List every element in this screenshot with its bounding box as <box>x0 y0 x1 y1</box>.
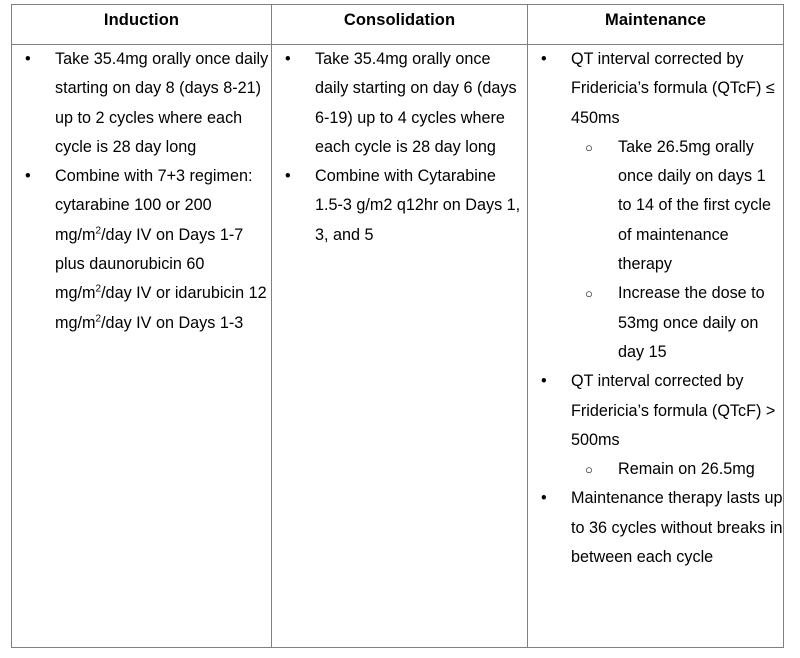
list-item-text: Take 35.4mg orally once daily starting on day 6 (days 6-19) up to 4 cycles where each cycle is 28 day long <box>315 50 517 156</box>
list-item-text: Take 26.5mg orally once daily on days 1 to 14 of the first cycle of maintenance therapy <box>618 137 771 274</box>
cell-induction <box>12 45 272 648</box>
cell-consolidation <box>272 45 528 648</box>
list-item-text: QT interval corrected by Fridericia’s formula (QTcF) > 500ms <box>571 372 776 449</box>
list-item <box>528 455 783 484</box>
list-item <box>528 367 783 455</box>
bullet-list-induction <box>12 45 271 338</box>
bullet-list-consolidation <box>272 45 527 250</box>
list-item <box>528 484 783 572</box>
list-item <box>272 45 527 162</box>
cell-maintenance <box>528 45 784 648</box>
list-item-text: Remain on 26.5mg <box>618 460 755 479</box>
list-item-text: Combine with Cytarabine 1.5-3 g/m2 q12hr on Days 1, 3, and 5 <box>315 167 521 244</box>
column-header-maintenance-label: Maintenance <box>604 11 707 29</box>
table-row <box>12 45 784 648</box>
table-body <box>12 45 784 648</box>
list-item <box>528 133 783 279</box>
column-header-consolidation-label: Consolidation <box>343 11 456 29</box>
column-header-induction <box>12 5 272 45</box>
list-item-text: QT interval corrected by Fridericia’s formula (QTcF) ≤ 450ms <box>571 50 775 127</box>
treatment-regimen-table <box>11 4 784 648</box>
bullet-list-maintenance <box>528 45 783 572</box>
list-item <box>12 45 271 162</box>
column-header-induction-label: Induction <box>103 11 180 29</box>
list-item <box>272 162 527 250</box>
list-item <box>528 279 783 367</box>
list-item-text: Combine with 7+3 regimen: cytarabine 100 or 200 $mg/m^2$/day IV on Days 1-7 plus daunorubicin 60 $mg/m^2$/day IV or idarubicin 12 $mg/m^2$/day IV on Days 1-3 <box>55 167 267 332</box>
list-item <box>528 45 783 133</box>
column-header-maintenance <box>528 5 784 45</box>
list-item-text: Take 35.4mg orally once daily starting on day 8 (days 8-21) up to 2 cycles where each cycle is 28 day long <box>55 50 269 156</box>
list-item-text: Increase the dose to 53mg once daily on day 15 <box>618 284 765 361</box>
table-header-row <box>12 5 784 45</box>
column-header-consolidation <box>272 5 528 45</box>
table-header <box>12 5 784 45</box>
list-item-text: Maintenance therapy lasts up to 36 cycles without breaks in between each cycle <box>571 489 783 567</box>
list-item <box>12 162 271 338</box>
